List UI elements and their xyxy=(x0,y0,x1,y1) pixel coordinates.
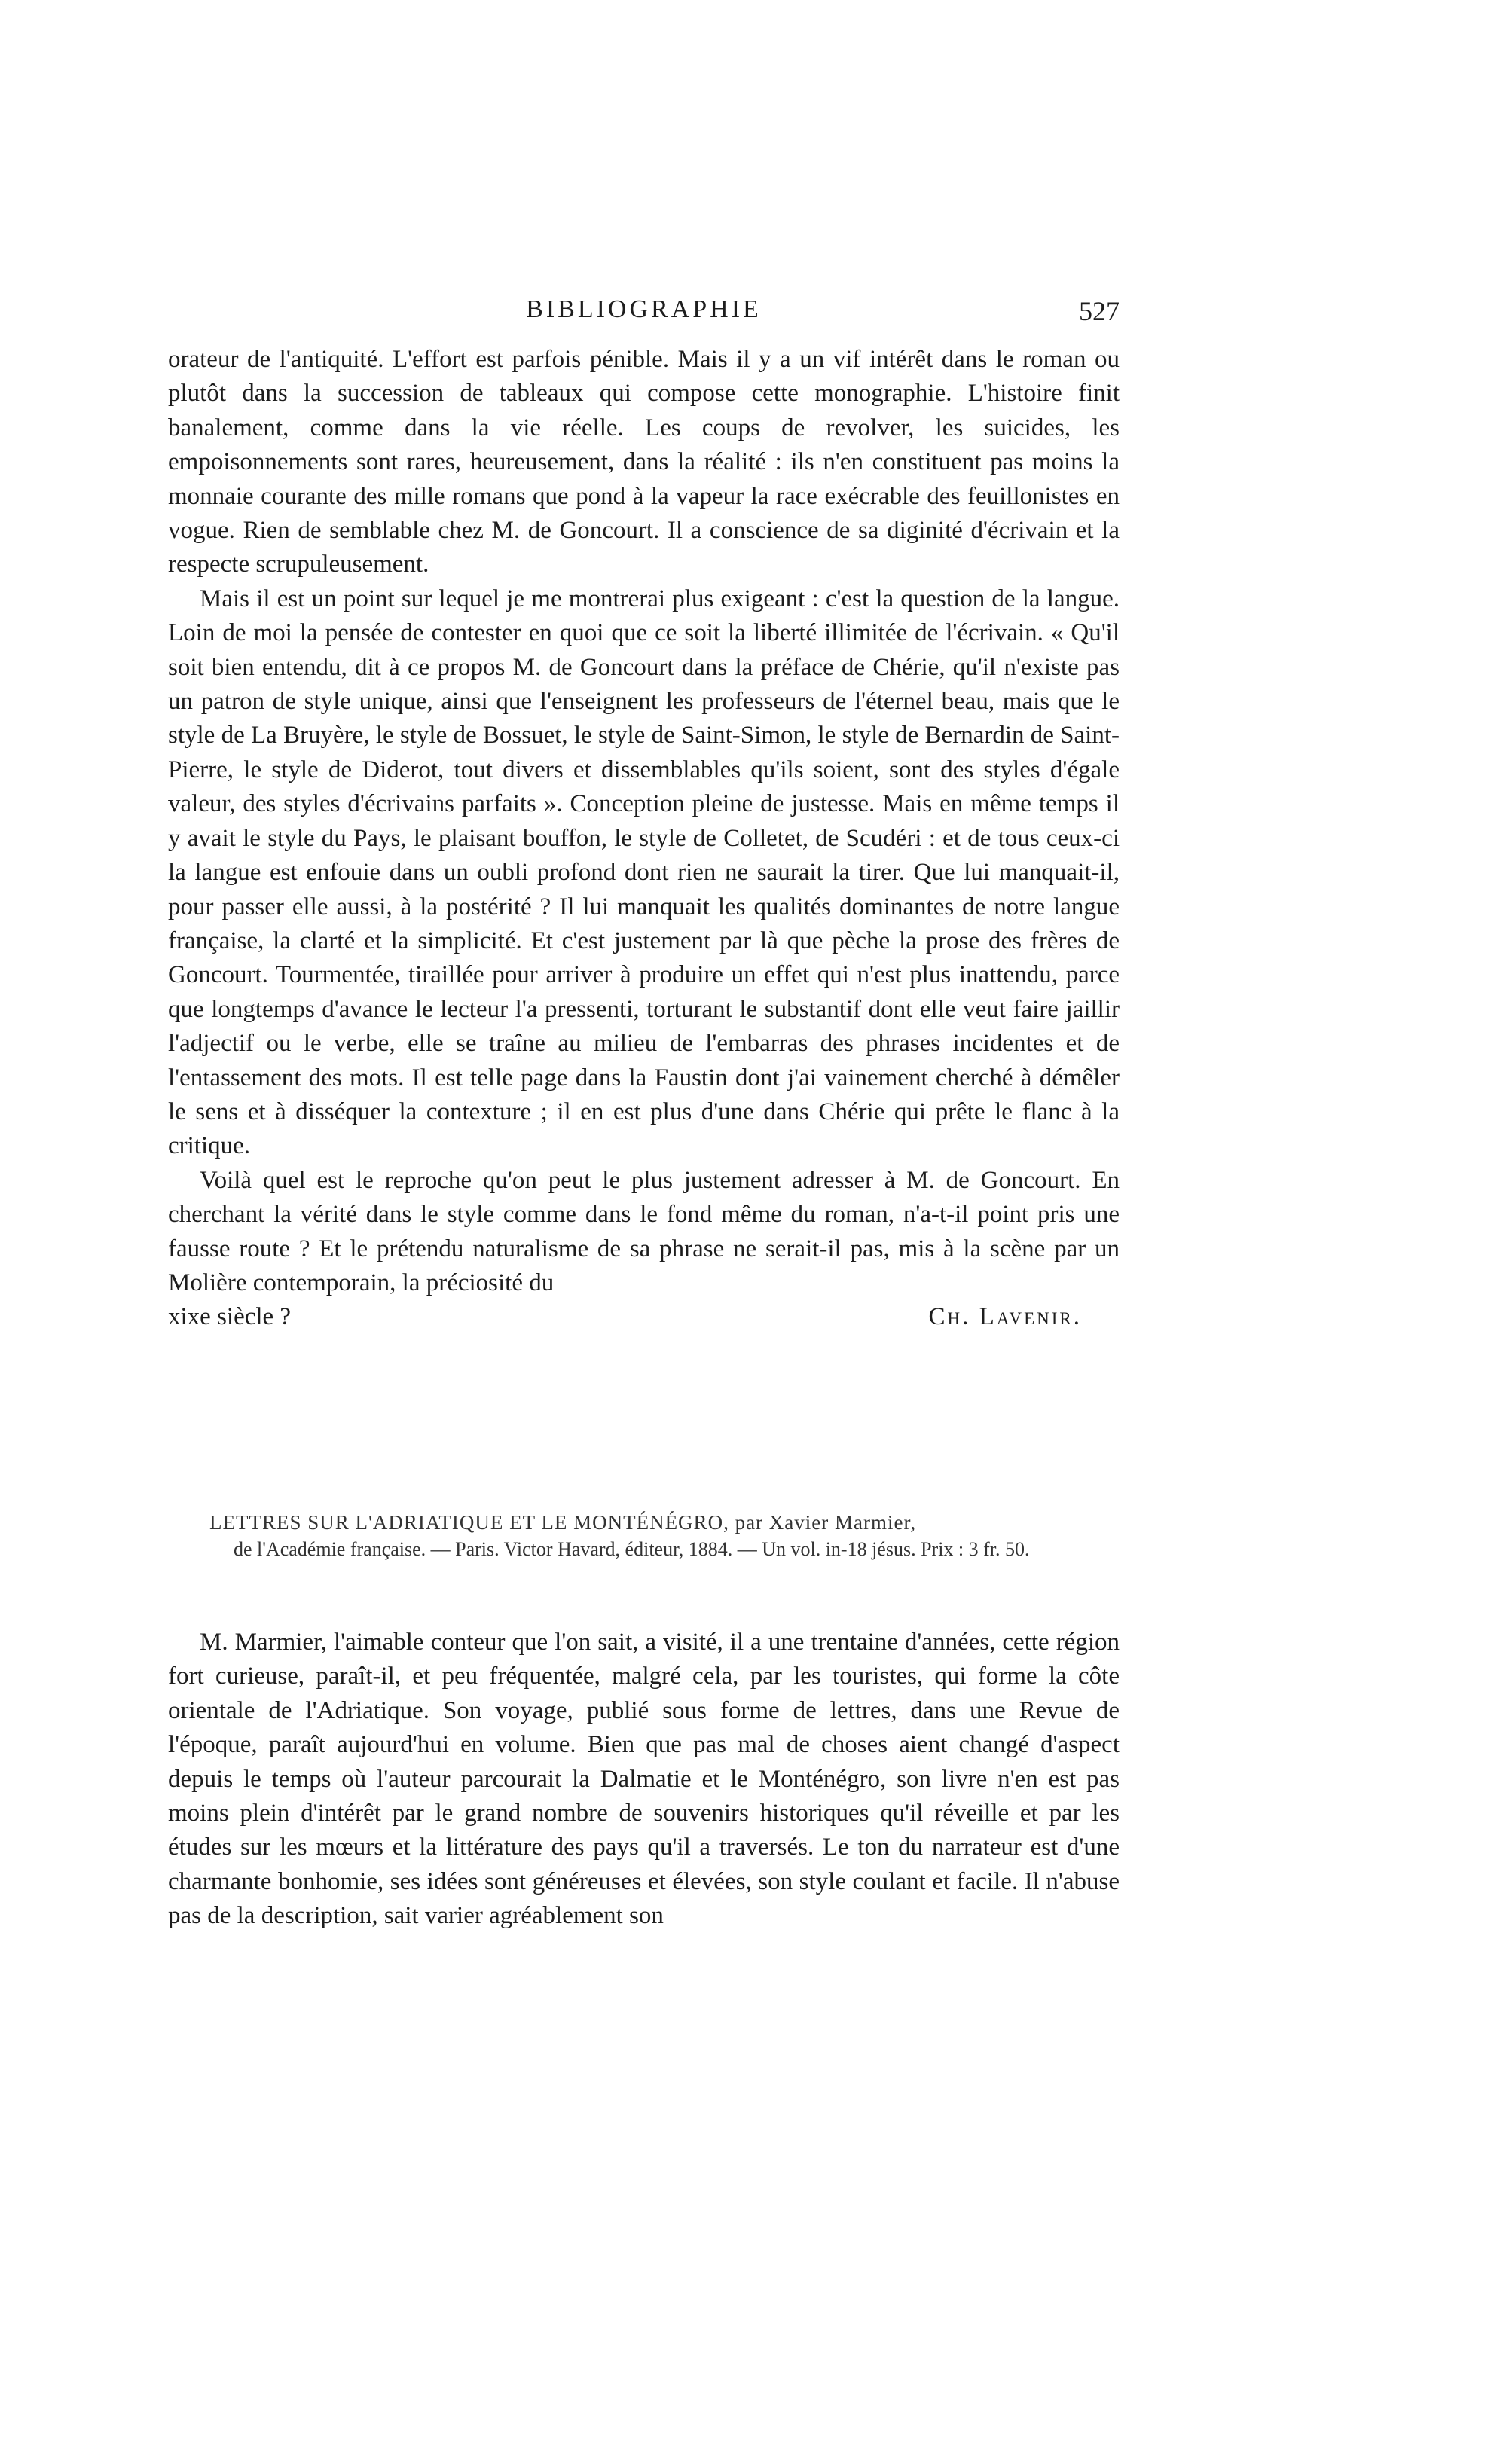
page-number: 527 xyxy=(1079,296,1120,326)
running-header xyxy=(168,295,1120,333)
review-one-paragraph-2: Mais il est un point sur lequel je me montrerai plus exigeant : c'est la question de la langue. Loin de moi la pensée de contester en quoi que ce soit la liberté illimitée de l'écrivain. « Qu'il soit bien entendu, dit à ce propos M. de Goncourt dans la préface de Chérie, qu'il n'existe pas un patron de style unique, ainsi que l'enseignent les professeurs de l'éternel beau, mais que le style de La Bruyère, le style de Bossuet, le style de Saint-Simon, le style de Bernardin de Saint-Pierre, le style de Diderot, tout divers et dissemblables qu'ils soient, sont des styles d'égale valeur, des styles d'écrivains parfaits ». Conception pleine de justesse. Mais en même temps il y avait le style du Pays, le plaisant bouffon, le style de Colletet, de Scudéri : et de tous ceux-ci la langue est enfouie dans un oubli profond dont rien ne saurait la tirer. Que lui manquait-il, pour passer elle aussi, à la postérité ? Il lui manquait les qualités dominantes de notre langue française, la clarté et la simplicité. Et c'est justement par là que pèche la prose des frères de Goncourt. Tourmentée, tiraillée pour arriver à produire un effet qui n'est plus inattendu, parce que longtemps d'avance le lecteur l'a pressenti, torturant le substantif dont elle veut faire jaillir l'adjectif ou le verbe, elle se traîne au milieu de l'embarras des phrases incidentes et de l'entassement des mots. Il est telle page dans la Faustin dont j'ai vainement cherché à démêler le sens et à disséquer la contexture ; il en est plus d'une dans Chérie qui prête le flanc à la critique. xyxy=(168,585,1120,1160)
review-one xyxy=(168,343,1120,1335)
review-two-paragraph-1: M. Marmier, l'aimable conteur que l'on sait, a visité, il a une trentaine d'années, cette région fort curieuse, paraît-il, et peu fréquentée, malgré cela, par les touristes, qui forme la côte orientale de l'Adriatique. Son voyage, publié sous forme de lettres, dans une Revue de l'époque, paraît aujourd'hui en volume. Bien que pas mal de choses aient changé d'aspect depuis le temps où l'auteur parcourait la Dalmatie et le Monténégro, son livre n'en est pas moins plein d'intérêt par le grand nombre de souvenirs historiques qu'il réveille et par les études sur les mœurs et la littérature des pays qu'il a traversés. Le ton du narrateur est d'une charmante bonhomie, ses idées sont généreuses et élevées, son style coulant et facile. Il n'abuse pas de la description, sait varier agréablement son xyxy=(168,1629,1120,1930)
review-two-heading-title: LETTRES SUR L'ADRIATIQUE ET LE MONTÉNÉGRO, par Xavier Marmier, xyxy=(209,1511,917,1534)
running-title: BIBLIOGRAPHIE xyxy=(526,295,762,323)
review-two xyxy=(168,1626,1120,1934)
review-one-paragraph-1: orateur de l'antiquité. L'effort est parfois pénible. Mais il y a un vif intérêt dans le roman ou plutôt dans la succession de tableaux qui compose cette monographie. L'histoire finit banalement, comme dans la vie réelle. Les coups de revolver, les suicides, les empoisonnements sont rares, heureusement, dans la réalité : ils n'en constituent pas moins la monnaie courante des mille romans que pond à la vapeur la race exécrable des feuillonistes en vogue. Rien de semblable chez M. de Goncourt. Il a conscience de sa diginité d'écrivain et la respecte scrupuleusement. xyxy=(168,346,1120,579)
signature-line xyxy=(168,1300,1120,1334)
signature: Ch. Lavenir. xyxy=(928,1303,1082,1331)
review-two-heading xyxy=(209,1510,1114,1562)
closing-text: xixe siècle ? xyxy=(168,1303,292,1331)
review-two-heading-publication: de l'Académie française. — Paris. Victor Havard, éditeur, 1884. — Un vol. in-18 jésus. Prix : 3 fr. 50. xyxy=(234,1538,1030,1560)
review-one-paragraph-3: Voilà quel est le reproche qu'on peut le plus justement adresser à M. de Goncourt. En cherchant la vérité dans le style comme dans le fond même du roman, n'a-t-il point pris une fausse route ? Et le prétendu naturalisme de sa phrase ne serait-il pas, mis à la scène par un Molière contemporain, la préciosité du xyxy=(168,1166,1120,1296)
